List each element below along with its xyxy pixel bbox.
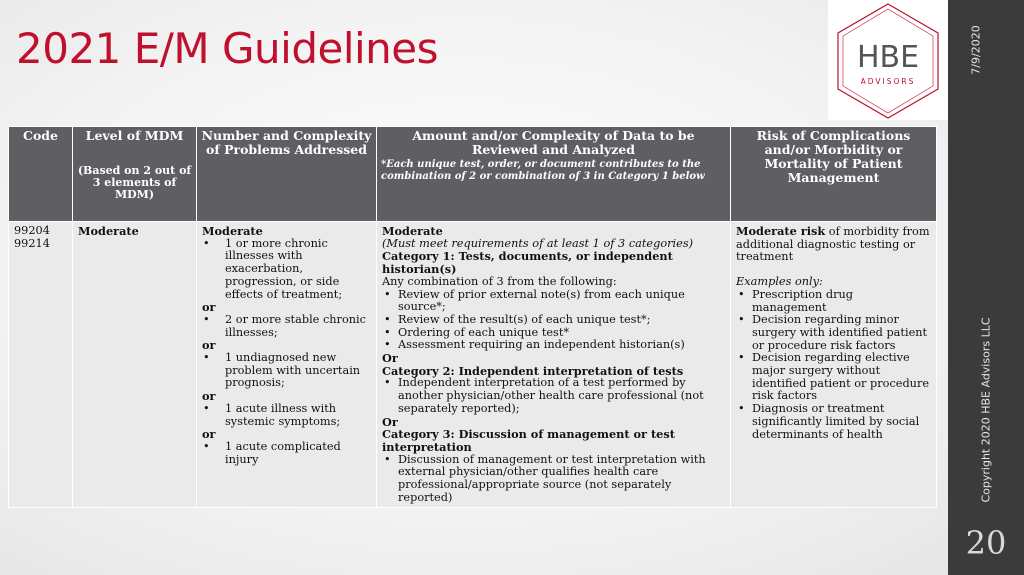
list-item: • Review of the result(s) of each unique test*; (398, 314, 725, 327)
cell-data (377, 222, 731, 508)
category-3-title: Category 3: Discussion of management or test interpretation (382, 427, 675, 454)
cell-codes (9, 222, 73, 508)
slide-date: 7/9/2020 (969, 25, 983, 75)
header-problems: Number and Complexity of Problems Addressed (197, 127, 377, 222)
or-connector: or (202, 338, 216, 353)
list-item: • Discussion of management or test interpretation with external physician/other qualifies health care professional/appropriate source (not separately reported) (398, 454, 725, 505)
slide-title: 2021 E/M Guidelines (16, 24, 439, 73)
or-connector: Or (382, 414, 398, 429)
risk-lead: Moderate risk of morbidity from additional diagnostic testing or treatment (736, 224, 930, 264)
page-number: 20 (965, 524, 1007, 562)
list-item: • Prescription drug management (752, 289, 931, 314)
svg-text:ADVISORS: ADVISORS (860, 77, 916, 86)
data-requirement: (Must meet requirements of at least 1 of 3 categories) (382, 236, 694, 250)
header-data-note: *Each unique test, order, or document contributes to the combination of 2 or combination of 3 in Category 1 below (381, 159, 705, 182)
cell-problems (197, 222, 377, 508)
copyright-text: Copyright 2020 HBE Advisors LLC (979, 317, 993, 503)
level-value: Moderate (78, 224, 139, 238)
header-code: Code (9, 127, 73, 222)
category-1-intro: Any combination of 3 from the following: (382, 274, 617, 288)
or-connector: or (202, 427, 216, 442)
list-item: • 2 or more stable chronic illnesses; (225, 314, 371, 339)
code-value: 99214 (14, 236, 50, 250)
list-item: • 1 or more chronic illnesses with exacerbation, progression, or side effects of treatment; (225, 238, 371, 302)
or-connector: or (202, 300, 216, 315)
list-item: • Decision regarding elective major surgery without identified patient or procedure risk factors (752, 352, 931, 403)
list-item: • Assessment requiring an independent historian(s) (398, 339, 725, 352)
code-value: 99204 (14, 224, 50, 237)
header-level-sub: (Based on 2 out of 3 elements of MDM) (77, 164, 192, 201)
or-connector: Or (382, 351, 398, 366)
cell-level (73, 222, 197, 508)
list-item: • Review of prior external note(s) from each unique source*; (398, 289, 725, 314)
examples-label: Examples only: (736, 275, 823, 289)
list-item: • 1 acute illness with systemic symptoms; (225, 403, 371, 428)
category-2-title: Category 2: Independent interpretation of tests (382, 363, 684, 378)
list-item: • Decision regarding minor surgery with identified patient or procedure risk factors (752, 314, 931, 352)
list-item: • Diagnosis or treatment significantly limited by social determinants of health (752, 403, 931, 441)
or-connector: or (202, 389, 216, 404)
table-header-row (9, 127, 937, 222)
table-row (9, 222, 937, 508)
hbe-advisors-logo (828, 0, 948, 120)
list-item: • Ordering of each unique test* (398, 327, 725, 340)
category-1-title: Category 1: Tests, documents, or independent historian(s) (382, 249, 673, 277)
header-data: Amount and/or Complexity of Data to be Reviewed and Analyzed *Each unique test, order, or document contributes to the combination of 2 or combination of 3 in Category 1 below (377, 127, 731, 222)
header-risk: Risk of Complications and/or Morbidity or Mortality of Patient Management (731, 127, 937, 222)
header-level: Level of MDM (Based on 2 out of 3 elements of MDM) (73, 127, 197, 222)
list-item: • 1 undiagnosed new problem with uncertain prognosis; (225, 352, 371, 390)
list-item: • Independent interpretation of a test performed by another physician/other health care professional (not separately reported); (398, 377, 725, 415)
problems-heading: Moderate (202, 224, 263, 238)
mdm-table (8, 126, 937, 508)
list-item: • 1 acute complicated injury (225, 441, 371, 466)
data-heading: Moderate (382, 224, 443, 238)
cell-risk (731, 222, 937, 508)
svg-text:HBE: HBE (856, 40, 920, 75)
